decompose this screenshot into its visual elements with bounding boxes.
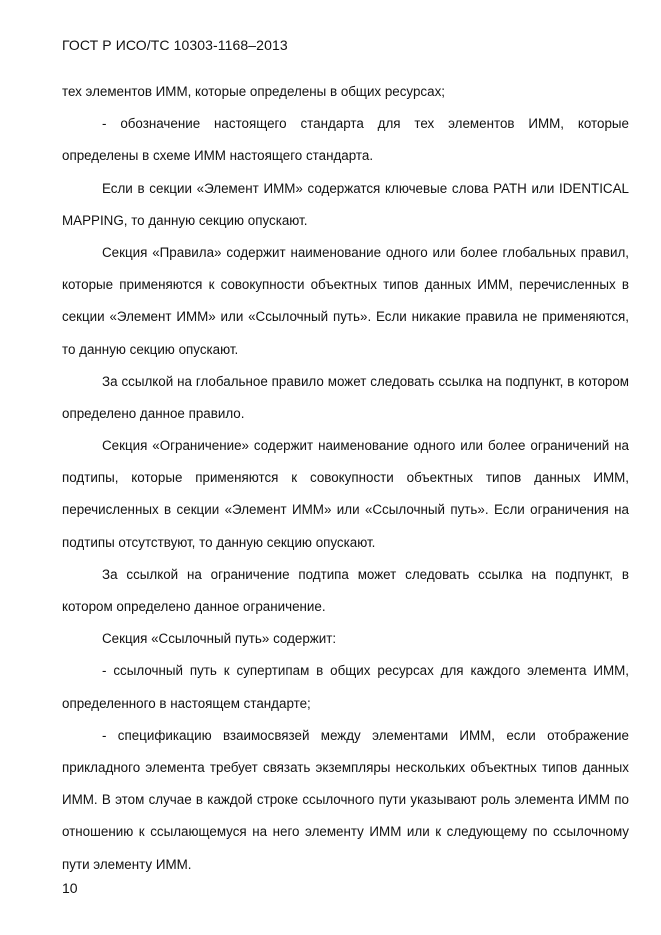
text-line: которые применяются к совокупности объектных типов данных ИММ, перечисленных в [62, 277, 629, 293]
text-line: пути элементу ИММ. [62, 856, 192, 872]
text-line: определено данное правило. [62, 405, 245, 421]
page-number: 10 [62, 880, 78, 896]
text-line: определенного в настоящем стандарте; [62, 695, 311, 711]
text-line: подтипы отсутствуют, то данную секцию опускают. [62, 534, 376, 550]
text-line: то данную секцию опускают. [62, 341, 239, 357]
text-line: За ссылкой на ограничение подтипа может следовать ссылка на подпункт, в [102, 566, 629, 582]
text-line: отношению к ссылающемуся на него элементу ИММ или к следующему по ссылочному [62, 824, 629, 840]
text-line: ИММ. В этом случае в каждой строке ссылочного пути указывают роль элемента ИММ по [62, 792, 629, 808]
text-line: перечисленных в секции «Элемент ИММ» или «Ссылочный путь». Если ограничения на [62, 502, 629, 518]
text-line: Если в секции «Элемент ИММ» содержатся ключевые слова PATH или IDENTICAL [102, 180, 629, 196]
text-line: котором определено данное ограничение. [62, 599, 326, 614]
text-line: - обозначение настоящего стандарта для тех элементов ИММ, которые [102, 116, 629, 132]
document-body [62, 84, 629, 889]
text-line: Секция «Правила» содержит наименование одного или более глобальных правил, [102, 244, 629, 260]
text-line: Секция «Ограничение» содержит наименование одного или более ограничений на [102, 438, 629, 454]
text-line: - ссылочный путь к супертипам в общих ресурсах для каждого элемента ИММ, [102, 663, 629, 679]
text-line: - спецификацию взаимосвязей между элементами ИММ, если отображение [102, 727, 629, 743]
text-line: прикладного элемента требует связать экземпляры нескольких объектных типов данных [62, 759, 629, 775]
text-line: MAPPING, то данную секцию опускают. [62, 212, 308, 228]
text-line: секции «Элемент ИММ» или «Ссылочный путь». Если никакие правила не применяются, [62, 309, 629, 325]
text-line: тех элементов ИММ, которые определены в общих ресурсах; [62, 84, 445, 99]
text-line: Секция «Ссылочный путь» содержит: [102, 631, 337, 647]
text-line: За ссылкой на глобальное правило может следовать ссылка на подпункт, в котором [102, 373, 629, 389]
text-line: определены в схеме ИММ настоящего стандарта. [62, 148, 374, 164]
document-header: ГОСТ Р ИСО/ТС 10303-1168–2013 [62, 37, 288, 53]
text-line: подтипы, которые применяются к совокупности объектных типов данных ИММ, [62, 470, 629, 486]
